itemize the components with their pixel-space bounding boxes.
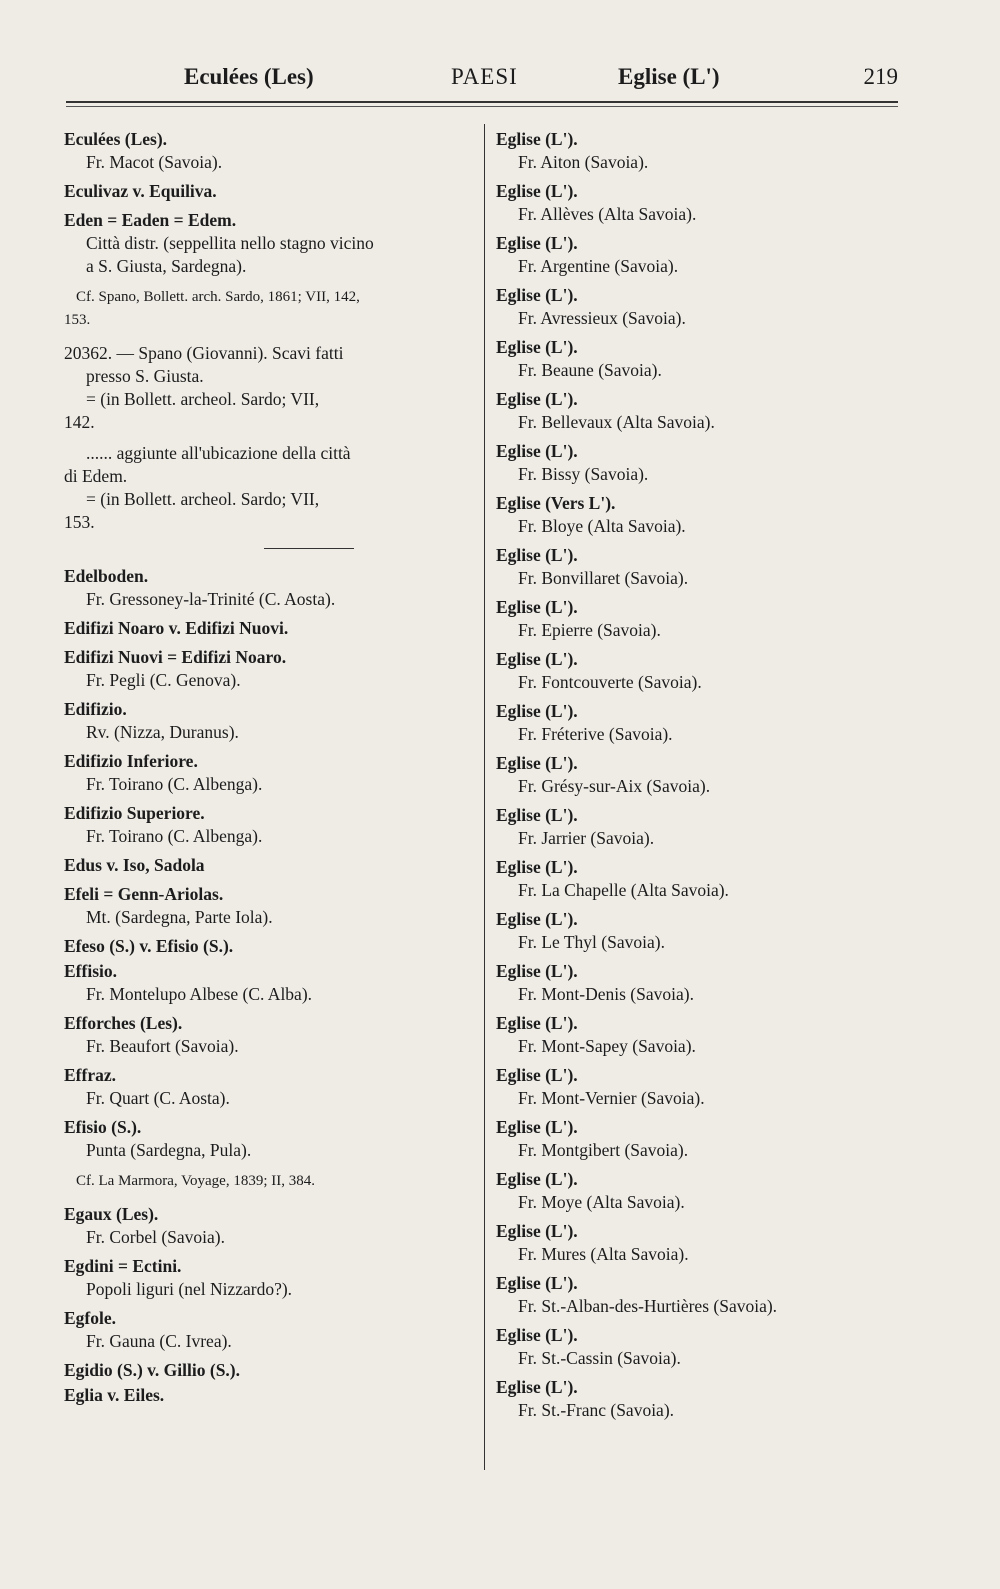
- entry-line: Fr. Allèves (Alta Savoia).: [518, 204, 697, 224]
- entry: [64, 960, 482, 1006]
- entry: [64, 209, 482, 332]
- entry: [496, 908, 896, 954]
- entry: [496, 492, 896, 538]
- right-column: [496, 128, 896, 1428]
- entry-headword: Eglise (L').: [496, 1221, 578, 1241]
- entry-line: Fr. Bellevaux (Alta Savoia).: [518, 412, 715, 432]
- entry-line: Fr. St.-Cassin (Savoia).: [518, 1348, 681, 1368]
- bibliography-line: 142.: [64, 412, 95, 432]
- column-divider: [484, 124, 485, 1470]
- entry-headword: Eglise (L').: [496, 909, 578, 929]
- entry: [496, 1012, 896, 1058]
- entry-headword: Eglise (L').: [496, 701, 578, 721]
- entry-line: Fr. Gressoney-la-Trinité (C. Aosta).: [86, 589, 336, 609]
- entry-headword: Eglise (L').: [496, 1273, 578, 1293]
- entry-headword: Edifizi Noaro v. Edifizi Nuovi.: [64, 618, 289, 638]
- header-section-title: PAESI: [451, 64, 518, 89]
- entry: [64, 698, 482, 744]
- entry-headword: Efforches (Les).: [64, 1013, 183, 1033]
- entry: [64, 1064, 482, 1110]
- entry-headword: Eglise (Vers L').: [496, 493, 616, 513]
- entry-line: Fr. Montelupo Albese (C. Alba).: [86, 984, 313, 1004]
- entry: [64, 935, 482, 958]
- entry-line: Popoli liguri (nel Nizzardo?).: [86, 1279, 293, 1299]
- entry-reference: Cf. La Marmora, Voyage, 1839; II, 384.: [76, 1173, 315, 1189]
- bibliography-line: = (in Bollett. archeol. Sardo; VII,: [86, 389, 320, 409]
- entry: [64, 854, 482, 877]
- entry-line: Fr. Gauna (C. Ivrea).: [86, 1331, 232, 1351]
- entry: [496, 1116, 896, 1162]
- entry: [496, 1376, 896, 1422]
- entry-line: Fr. St.-Franc (Savoia).: [518, 1400, 675, 1420]
- entry-headword: Eculées (Les).: [64, 129, 168, 149]
- entry: [496, 544, 896, 590]
- entry-headword: Eglise (L').: [496, 129, 578, 149]
- entry-headword: Eglise (L').: [496, 1325, 578, 1345]
- entry: [496, 596, 896, 642]
- entry-headword: Egfole.: [64, 1308, 117, 1328]
- bibliography-line: = (in Bollett. archeol. Sardo; VII,: [86, 489, 320, 509]
- entry-line: Fr. Avressieux (Savoia).: [518, 308, 686, 328]
- entry: [496, 648, 896, 694]
- entry-line: Fr. St.-Alban-des-Hurtières (Savoia).: [518, 1296, 778, 1316]
- entry: [496, 1168, 896, 1214]
- entry: [64, 565, 482, 611]
- entry-headword: Eglise (L').: [496, 1377, 578, 1397]
- entry: [64, 802, 482, 848]
- entry-line: Punta (Sardegna, Pula).: [86, 1140, 252, 1160]
- entry-headword: Eglise (L').: [496, 1013, 578, 1033]
- entry: [64, 1359, 482, 1382]
- entry-headword: Eglise (L').: [496, 857, 578, 877]
- entry-line: Fr. Corbel (Savoia).: [86, 1227, 226, 1247]
- entry-headword: Edifizio Superiore.: [64, 803, 205, 823]
- entry-headword: Eglise (L').: [496, 337, 578, 357]
- entry: [64, 180, 482, 203]
- bibliography-line: 153.: [64, 512, 95, 532]
- entry-line: Fr. Toirano (C. Albenga).: [86, 774, 263, 794]
- entry-headword: Egdini = Ectini.: [64, 1256, 182, 1276]
- entry: [496, 1324, 896, 1370]
- entry-reference: Cf. Spano, Bollett. arch. Sardo, 1861; VII, 142,: [76, 289, 360, 305]
- entry: [496, 440, 896, 486]
- entry: [64, 883, 482, 929]
- entry-headword: Eculivaz v. Equiliva.: [64, 181, 217, 201]
- entry-line: Fr. Moye (Alta Savoia).: [518, 1192, 685, 1212]
- entry-line: Fr. Argentine (Savoia).: [518, 256, 679, 276]
- entry: [496, 752, 896, 798]
- entry: [496, 1220, 896, 1266]
- entry-line: Fr. Pegli (C. Genova).: [86, 670, 241, 690]
- entry-headword: Eglise (L').: [496, 233, 578, 253]
- entry-headword: Eglise (L').: [496, 389, 578, 409]
- entry-headword: Eglise (L').: [496, 961, 578, 981]
- entry-headword: Effisio.: [64, 961, 117, 981]
- entry-headword: Eglise (L').: [496, 285, 578, 305]
- entry: [496, 856, 896, 902]
- entry-line: Fr. Jarrier (Savoia).: [518, 828, 655, 848]
- entry-headword: Edifizio.: [64, 699, 127, 719]
- entry-line: Fr. Grésy-sur-Aix (Savoia).: [518, 776, 711, 796]
- entry-headword: Edifizi Nuovi = Edifizi Noaro.: [64, 647, 287, 667]
- entry-line: Rv. (Nizza, Duranus).: [86, 722, 239, 742]
- running-header: [66, 64, 898, 100]
- entry-headword: Egaux (Les).: [64, 1204, 159, 1224]
- entry-line: Fr. Fontcouverte (Savoia).: [518, 672, 702, 692]
- entry-line: Fr. Bonvillaret (Savoia).: [518, 568, 689, 588]
- entry-line: Fr. Fréterive (Savoia).: [518, 724, 673, 744]
- entry-headword: Eglise (L').: [496, 597, 578, 617]
- bibliography-entry: [64, 342, 482, 434]
- entry-line: Fr. Mont-Vernier (Savoia).: [518, 1088, 705, 1108]
- entry-headword: Eden = Eaden = Edem.: [64, 210, 237, 230]
- entry-headword: Egidio (S.) v. Gillio (S.).: [64, 1360, 240, 1380]
- entry: [496, 232, 896, 278]
- entry-line: Fr. Macot (Savoia).: [86, 152, 223, 172]
- entry: [496, 128, 896, 174]
- entry-line: Fr. Aiton (Savoia).: [518, 152, 649, 172]
- entry-headword: Eglise (L').: [496, 753, 578, 773]
- entry-line: Fr. Mures (Alta Savoia).: [518, 1244, 689, 1264]
- entry-headword: Eglise (L').: [496, 181, 578, 201]
- entry: [64, 1116, 482, 1193]
- left-column: [64, 128, 482, 1413]
- entry-line: Fr. Beaune (Savoia).: [518, 360, 662, 380]
- entry: [496, 804, 896, 850]
- bibliography-line: ...... aggiunte all'ubicazione della città: [86, 443, 351, 463]
- entry-line: Fr. Bissy (Savoia).: [518, 464, 649, 484]
- entry: [64, 1255, 482, 1301]
- entry: [496, 180, 896, 226]
- entry-headword: Edelboden.: [64, 566, 149, 586]
- entry-line: Fr. La Chapelle (Alta Savoia).: [518, 880, 729, 900]
- entry: [64, 1307, 482, 1353]
- entry-headword: Eglise (L').: [496, 805, 578, 825]
- entry: [64, 128, 482, 174]
- entry-line: Fr. Epierre (Savoia).: [518, 620, 661, 640]
- entry: [64, 1012, 482, 1058]
- entry-line: Fr. Toirano (C. Albenga).: [86, 826, 263, 846]
- entry-line: Fr. Mont-Denis (Savoia).: [518, 984, 694, 1004]
- entry-headword: Effraz.: [64, 1065, 116, 1085]
- section-separator: [264, 548, 354, 549]
- header-rule-thin: [66, 106, 898, 107]
- entry-line: Fr. Le Thyl (Savoia).: [518, 932, 665, 952]
- entry: [64, 646, 482, 692]
- entry-headword: Efisio (S.).: [64, 1117, 142, 1137]
- entry: [64, 617, 482, 640]
- entry-headword: Eglise (L').: [496, 1169, 578, 1189]
- entry: [496, 1272, 896, 1318]
- header-rule-thick: [66, 101, 898, 103]
- entry-headword: Eglise (L').: [496, 1065, 578, 1085]
- entry-line: Fr. Quart (C. Aosta).: [86, 1088, 230, 1108]
- entry: [496, 388, 896, 434]
- entry-line: a S. Giusta, Sardegna).: [86, 256, 247, 276]
- entry-line: Fr. Beaufort (Savoia).: [86, 1036, 239, 1056]
- entry-headword: Eglise (L').: [496, 545, 578, 565]
- page-number: 219: [863, 64, 898, 89]
- entry: [496, 284, 896, 330]
- entry-headword: Eglise (L').: [496, 441, 578, 461]
- entry: [64, 750, 482, 796]
- bibliography-entry: [64, 442, 482, 534]
- entry-headword: Efeli = Genn-Ariolas.: [64, 884, 224, 904]
- entry-headword: Eglise (L').: [496, 649, 578, 669]
- entry-line: Fr. Montgibert (Savoia).: [518, 1140, 689, 1160]
- entry-headword: Eglise (L').: [496, 1117, 578, 1137]
- entry-line: Fr. Mont-Sapey (Savoia).: [518, 1036, 696, 1056]
- header-right-headword: Eglise (L'): [618, 64, 720, 89]
- entry-line: Mt. (Sardegna, Parte Iola).: [86, 907, 273, 927]
- bibliography-line: 20362. — Spano (Giovanni). Scavi fatti: [64, 343, 344, 363]
- entry-reference: 153.: [64, 312, 91, 328]
- entry-line: Fr. Bloye (Alta Savoia).: [518, 516, 686, 536]
- entry-headword: Edifizio Inferiore.: [64, 751, 198, 771]
- header-left-headword: Eculées (Les): [184, 64, 314, 89]
- entry-headword: Edus v. Iso, Sadola: [64, 855, 205, 875]
- bibliography-line: di Edem.: [64, 466, 128, 486]
- entry-headword: Efeso (S.) v. Efisio (S.).: [64, 936, 234, 956]
- entry: [496, 960, 896, 1006]
- entry-headword: Eglia v. Eiles.: [64, 1385, 165, 1405]
- bibliography-line: presso S. Giusta.: [86, 366, 204, 386]
- entry: [64, 1384, 482, 1407]
- entry: [64, 1203, 482, 1249]
- entry: [496, 336, 896, 382]
- entry: [496, 700, 896, 746]
- entry: [496, 1064, 896, 1110]
- entry-line: Città distr. (seppellita nello stagno vicino: [86, 233, 374, 253]
